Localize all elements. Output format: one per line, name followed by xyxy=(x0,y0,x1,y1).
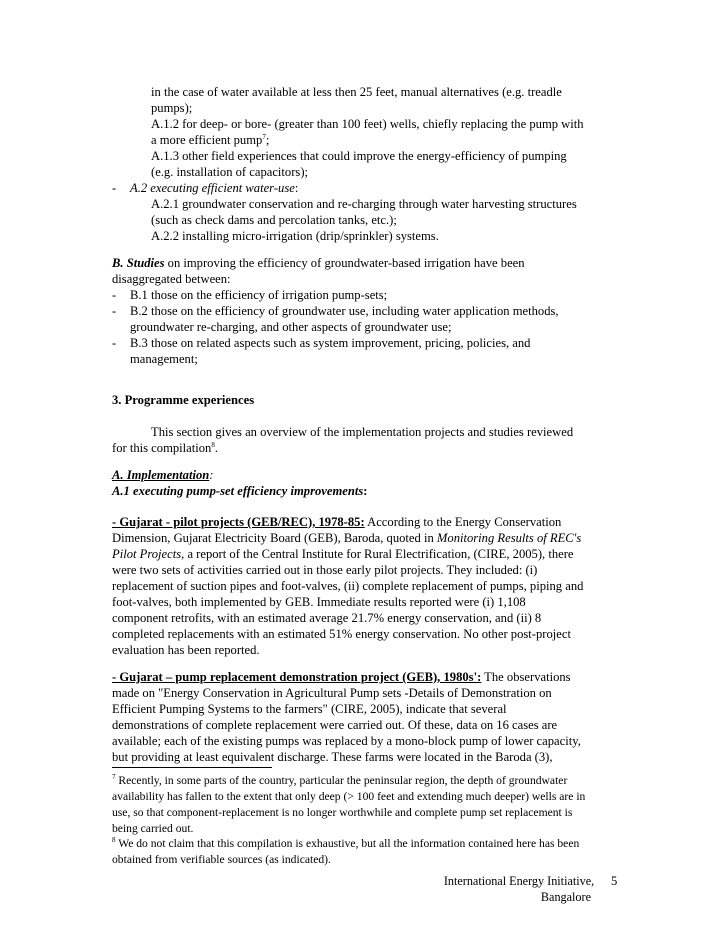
bullet-dash: - xyxy=(112,181,117,195)
paragraph-line: made on "Energy Conservation in Agricultural Pump sets -Details of Demonstration on xyxy=(112,686,552,700)
paragraph-line: Pilot Projects, a report of the Central Institute for Rural Electrification, (CIRE, 2005), there xyxy=(112,547,574,561)
list-item: B.3 those on related aspects such as system improvement, pricing, policies, and xyxy=(130,336,531,350)
paragraph-line: component retrofits, with an estimated average 21.7% energy conservation, and (ii) 8 xyxy=(112,611,542,625)
paragraph-line: foot-valves, both implemented by GEB. Immediate results reported were (i) 1,108 xyxy=(112,595,526,609)
text-line: This section gives an overview of the implementation projects and studies reviewed xyxy=(151,425,574,439)
footnote-ref: 8 xyxy=(211,440,215,449)
paragraph-line: demonstrations of complete replacement were carried out. Of these, data on 16 cases are xyxy=(112,718,558,732)
footnote-ref: 7 xyxy=(262,132,266,141)
text-line: A.2.1 groundwater conservation and re-charging through water harvesting structures xyxy=(151,197,577,211)
text-line: A.1.2 for deep- or bore- (greater than 100 feet) wells, chiefly replacing the pump with xyxy=(151,117,584,131)
footer-organization: International Energy Initiative, Bangalore xyxy=(443,874,595,904)
footnote-8: $^8$ We do not claim that this compilation is exhaustive, but all the information contained here has been xyxy=(112,836,580,850)
text-line: (such as check dams and percolation tanks, etc.); xyxy=(151,213,397,227)
footnote-7: $^7$ Recently, in some parts of the country, particular the peninsular region, the depth of groundwater xyxy=(112,773,568,787)
text-line: for this compilation$^8$. xyxy=(112,440,218,455)
text-line: pumps); xyxy=(151,101,193,115)
text-line: (e.g. installation of capacitors); xyxy=(151,165,309,179)
text-line: a more efficient pump$^7$; xyxy=(151,132,270,147)
page-number: 5 xyxy=(611,874,618,888)
bullet-dash: - xyxy=(112,304,117,318)
paragraph-line: but providing at least equivalent discharge. These farms were located in the Baroda (3), xyxy=(112,750,553,764)
a1-heading: A.1 executing pump-set efficiency improvements: xyxy=(112,484,368,498)
bullet-dash: - xyxy=(112,288,117,302)
section-heading: 3. Programme experiences xyxy=(112,393,255,407)
footnote-line: being carried out. xyxy=(112,822,194,835)
implementation-heading: A. Implementation: xyxy=(112,468,214,482)
list-item: management; xyxy=(130,352,198,366)
text-line: A.2.2 installing micro-irrigation (drip/sprinkler) systems. xyxy=(151,229,439,243)
paragraph-line: replacement of suction pipes and foot-valves, (ii) complete replacement of pumps, piping and xyxy=(112,579,584,593)
studies-intro: B. Studies on improving the efficiency of groundwater-based irrigation have been xyxy=(112,256,525,270)
text-line: in the case of water available at less then 25 feet, manual alternatives (e.g. treadle xyxy=(151,85,562,99)
footnote-line: use, so that component-replacement is no longer worthwhile and complete pump set replacement is xyxy=(112,806,573,819)
paragraph-line: Efficient Pumping Systems to the farmers" (CIRE, 2005), indicate that several xyxy=(112,702,507,716)
footnote-line: availability has fallen to the extent that only deep (> 100 feet and extending much deeper) wells are in xyxy=(112,790,586,803)
paragraph-line: evaluation has been reported. xyxy=(112,643,260,657)
paragraph-line: completed replacements with an estimated 51% energy conservation. No other post-project xyxy=(112,627,571,641)
subheading-a2: A.2 executing efficient water-use: xyxy=(130,181,299,195)
paragraph-line: Dimension, Gujarat Electricity Board (GEB), Baroda, quoted in Monitoring Results of REC's xyxy=(112,531,582,545)
text-line: A.1.3 other field experiences that could improve the energy-efficiency of pumping xyxy=(151,149,567,163)
paragraph-line: available; each of the existing pumps was replaced by a mono-block pump of lower capacity, xyxy=(112,734,581,748)
footnote-separator xyxy=(112,767,272,768)
text-line: disaggregated between: xyxy=(112,272,231,286)
paragraph-line: - Gujarat – pump replacement demonstration project (GEB), 1980s': The observations xyxy=(112,670,571,684)
list-item: B.2 those on the efficiency of groundwater use, including water application methods, xyxy=(130,304,559,318)
list-item: B.1 those on the efficiency of irrigation pump-sets; xyxy=(130,288,388,302)
list-item: groundwater re-charging, and other aspects of groundwater use; xyxy=(130,320,452,334)
paragraph-line: were two sets of activities carried out in those early pilot projects. They included: (i) xyxy=(112,563,538,577)
paragraph-line: - Gujarat - pilot projects (GEB/REC), 1978-85: According to the Energy Conservation xyxy=(112,515,562,529)
bullet-dash: - xyxy=(112,336,117,350)
footnote-line: obtained from verifiable sources (as indicated). xyxy=(112,853,331,866)
